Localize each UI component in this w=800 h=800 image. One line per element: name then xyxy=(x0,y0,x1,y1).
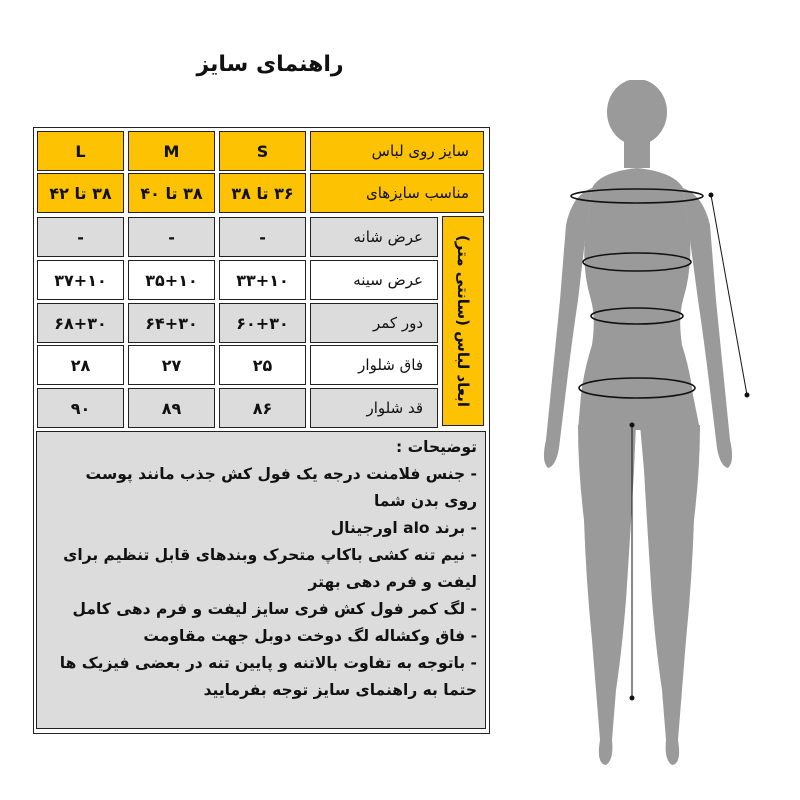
fit-header-label: مناسب سایزهای xyxy=(310,173,484,213)
size-m: M xyxy=(128,131,215,171)
line-end-dot xyxy=(630,696,634,700)
cell-shoulder-s: - xyxy=(219,217,306,257)
notes-line: حتما به راهنمای سایز توجه بفرمایید xyxy=(203,681,477,699)
cell-shoulder-m: - xyxy=(128,217,215,257)
row-label-rise: فاق شلوار xyxy=(310,345,438,385)
row-label-chest: عرض سینه xyxy=(310,260,438,300)
notes-line: روی بدن شما xyxy=(373,492,477,510)
notes-line: - باتوجه به تفاوت بالاتنه و پایین تنه در بعضی فیزیک ها xyxy=(59,654,477,672)
line-end-dot xyxy=(745,393,749,397)
notes-line: - نیم تنه کشی باکاپ متحرک وبندهای قابل تنظیم برای xyxy=(63,546,477,564)
line-end-dot xyxy=(630,423,634,427)
line-end-dot xyxy=(709,193,713,197)
cell-rise-l: ۲۸ xyxy=(37,345,124,385)
cell-length-s: ۸۶ xyxy=(219,388,306,428)
left-leg-shape xyxy=(578,425,636,765)
cell-length-m: ۸۹ xyxy=(128,388,215,428)
cell-waist-m: ۶۴+۳۰ xyxy=(128,303,215,343)
notes-line: لیفت و فرم دهی بهتر xyxy=(308,573,477,591)
fit-s: ۳۶ تا ۳۸ xyxy=(219,173,306,213)
notes-heading: توضیحات : xyxy=(395,438,477,456)
notes-line: - لگ کمر فول کش فری سایز لیفت و فرم دهی کامل xyxy=(72,600,477,618)
body-measurement-figure xyxy=(520,80,800,800)
size-header-label: سایز روی لباس xyxy=(310,131,484,171)
head-shape xyxy=(607,80,667,145)
notes-box xyxy=(36,431,486,729)
size-s: S xyxy=(219,131,306,171)
row-label-waist: دور کمر xyxy=(310,303,438,343)
row-label-shoulder: عرض شانه xyxy=(310,217,438,257)
right-leg-shape xyxy=(640,425,700,765)
fit-l: ۳۸ تا ۴۲ xyxy=(37,173,124,213)
cell-rise-m: ۲۷ xyxy=(128,345,215,385)
size-l: L xyxy=(37,131,124,171)
page-title: راهنمای سایز xyxy=(196,52,344,77)
cell-length-l: ۹۰ xyxy=(37,388,124,428)
fit-m: ۳۸ تا ۴۰ xyxy=(128,173,215,213)
cell-chest-l: ۳۷+۱۰ xyxy=(37,260,124,300)
female-silhouette xyxy=(544,80,732,765)
dimensions-label-box xyxy=(442,216,484,426)
notes-line: - جنس فلامنت درجه یک فول کش جذب مانند پوست xyxy=(85,465,477,483)
notes-line: - فاق وکشاله لگ دوخت دوبل جهت مقاومت xyxy=(143,627,477,645)
neck-shape xyxy=(624,138,650,168)
cell-chest-m: ۳۵+۱۰ xyxy=(128,260,215,300)
dimensions-label: ابعاد لباس (سانتی متر) xyxy=(454,234,472,408)
cell-rise-s: ۲۵ xyxy=(219,345,306,385)
torso-shape xyxy=(578,168,700,430)
cell-waist-l: ۶۸+۳۰ xyxy=(37,303,124,343)
row-label-length: قد شلوار xyxy=(310,388,438,428)
cell-waist-s: ۶۰+۳۰ xyxy=(219,303,306,343)
notes-line: - برند alo اورجینال xyxy=(330,519,477,537)
cell-chest-s: ۳۳+۱۰ xyxy=(219,260,306,300)
cell-shoulder-l: - xyxy=(37,217,124,257)
